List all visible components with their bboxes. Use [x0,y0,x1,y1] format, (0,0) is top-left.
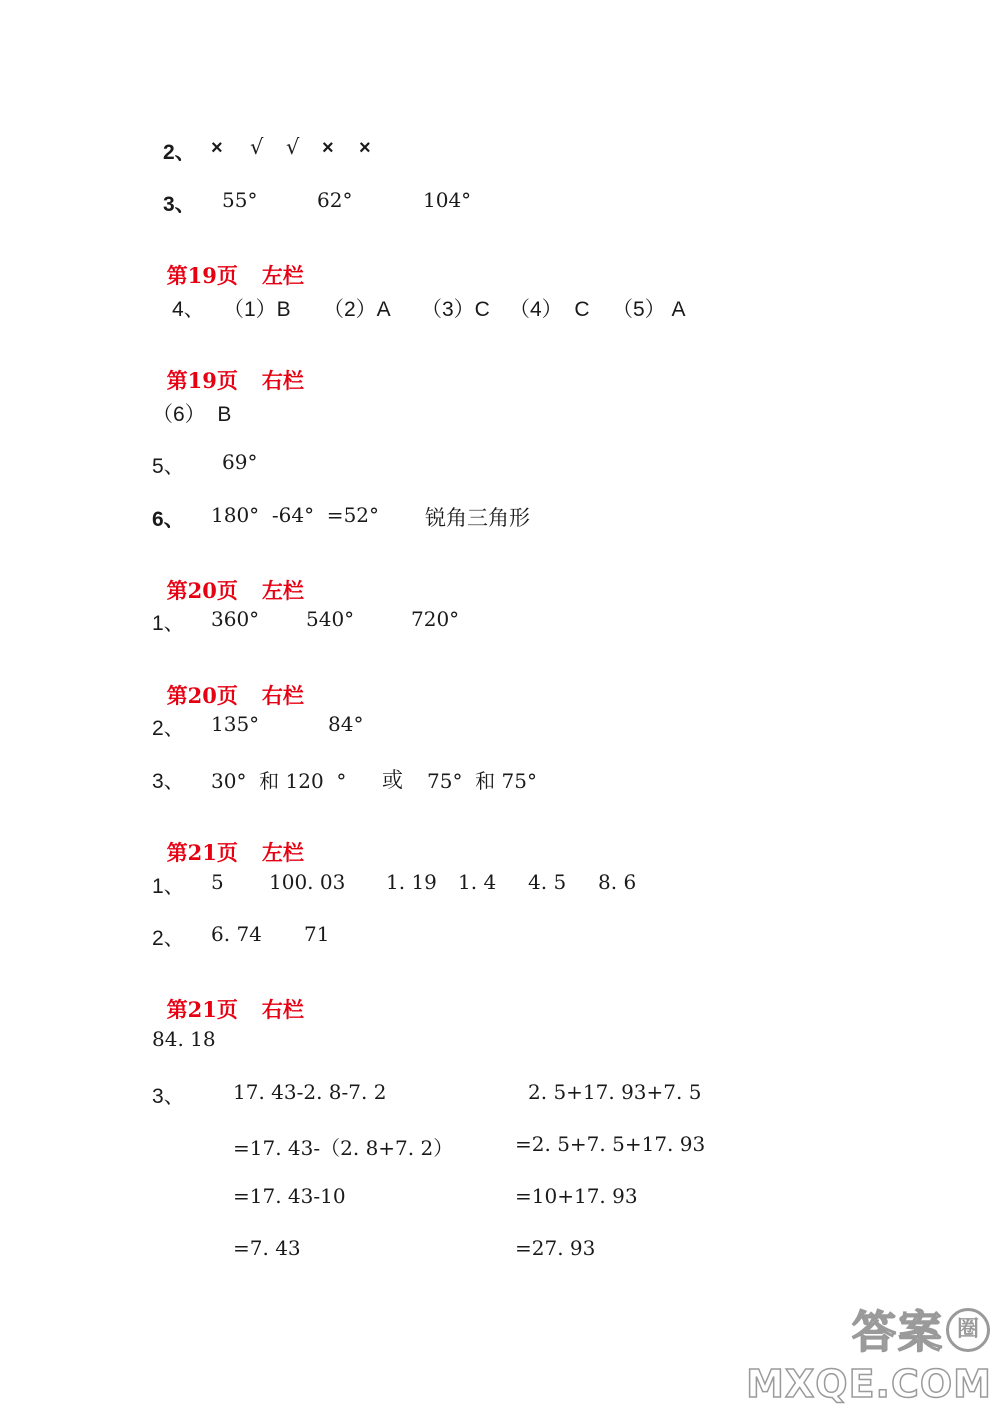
heading-prefix: 第 [166,368,188,393]
angle-pair: 75° 和 75° [427,769,537,793]
angle-value: 540° [306,607,355,631]
item-number: 3、 [152,1085,185,1108]
heading-page-number: 19 [187,368,217,393]
heading-unit: 页 [216,263,238,288]
section-heading-p21-left [152,817,304,865]
angle-value: 135° [211,712,260,736]
heading-unit: 页 [216,578,238,603]
heading-column: 右栏 [261,368,304,393]
section-heading-p20-right [152,660,304,708]
heading-unit: 页 [216,683,238,708]
item-number: 2、 [152,927,185,950]
angle-value: 62° [317,188,353,212]
item-number: 1、 [152,612,185,635]
angle-value: 104° [423,188,472,212]
item-number: 3、 [152,770,185,793]
calc-step-left: =17. 43-（2. 8+7. 2） [233,1136,454,1160]
numeric-value: 100. 03 [269,870,346,894]
section-heading-p19-left [152,240,304,288]
angle-value: 360° [211,607,260,631]
heading-page-number: 20 [187,578,217,603]
item-number: 2、 [163,141,196,164]
heading-column: 左栏 [261,578,304,603]
watermark-logo [694,1292,994,1412]
section-heading-p20-left [152,555,304,603]
calc-step-left: =17. 43-10 [233,1184,346,1208]
angle-value: 720° [411,607,460,631]
watermark-badge: 圈 [946,1308,990,1352]
heading-prefix: 第 [166,263,188,288]
calc-step-right: =2. 5+7. 5+17. 93 [515,1132,706,1156]
heading-page-number: 21 [187,840,217,865]
item-number: 5、 [152,455,185,478]
watermark-url: MXQE.COM [746,1362,992,1406]
cross-mark: × [211,137,223,159]
angle-expression: 180° -64° =52° [211,503,380,527]
answer-line-6-choice: （6） B [152,403,232,426]
choice-answer: （5） A [612,298,686,321]
choice-answer: （3）C [421,298,490,321]
heading-prefix: 第 [166,997,188,1022]
heading-page-number: 20 [187,683,217,708]
angle-value: 55° [222,188,258,212]
section-heading-p19-right [152,345,304,393]
numeric-value: 71 [304,922,330,946]
calc-step-right: =27. 93 [515,1236,596,1260]
or-label: 或 [382,768,403,792]
triangle-type: 锐角三角形 [425,506,530,530]
calc-step-right: =10+17. 93 [515,1184,638,1208]
heading-column: 右栏 [261,997,304,1022]
heading-prefix: 第 [166,683,188,708]
numeric-value: 5 [211,870,224,894]
numeric-value: 1. 19 [386,870,437,894]
item-number: 4、 [172,298,205,321]
item-number: 2、 [152,717,185,740]
heading-page-number: 21 [187,997,217,1022]
item-number: 1、 [152,875,185,898]
choice-answer: （4） C [509,298,590,321]
heading-page-number: 19 [187,263,217,288]
numeric-value: 6. 74 [211,922,262,946]
heading-column: 左栏 [261,263,304,288]
watermark-top-text: 答案 [852,1307,944,1358]
check-mark: √ [250,135,264,159]
numeric-value: 84. 18 [152,1027,216,1051]
numeric-value: 1. 4 [458,870,497,894]
choice-answer: （2）A [323,298,391,321]
heading-unit: 页 [216,840,238,865]
heading-unit: 页 [216,997,238,1022]
angle-pair: 30° 和 120 ° [211,769,347,793]
numeric-value: 8. 6 [598,870,637,894]
cross-mark: × [322,137,334,159]
heading-column: 右栏 [261,683,304,708]
item-number: 3、 [163,193,196,216]
numeric-value: 4. 5 [528,870,567,894]
check-mark: √ [286,135,300,159]
item-number: 6、 [152,508,185,531]
calc-step-left: 17. 43-2. 8-7. 2 [233,1080,387,1104]
calc-step-right: 2. 5+17. 93+7. 5 [528,1080,702,1104]
section-heading-p21-right [152,974,304,1022]
heading-unit: 页 [216,368,238,393]
heading-prefix: 第 [166,840,188,865]
angle-value: 69° [222,450,258,474]
angle-value: 84° [328,712,364,736]
choice-answer: （1）B [223,298,291,321]
calc-step-left: =7. 43 [233,1236,301,1260]
heading-prefix: 第 [166,578,188,603]
cross-mark: × [359,137,371,159]
heading-column: 左栏 [261,840,304,865]
